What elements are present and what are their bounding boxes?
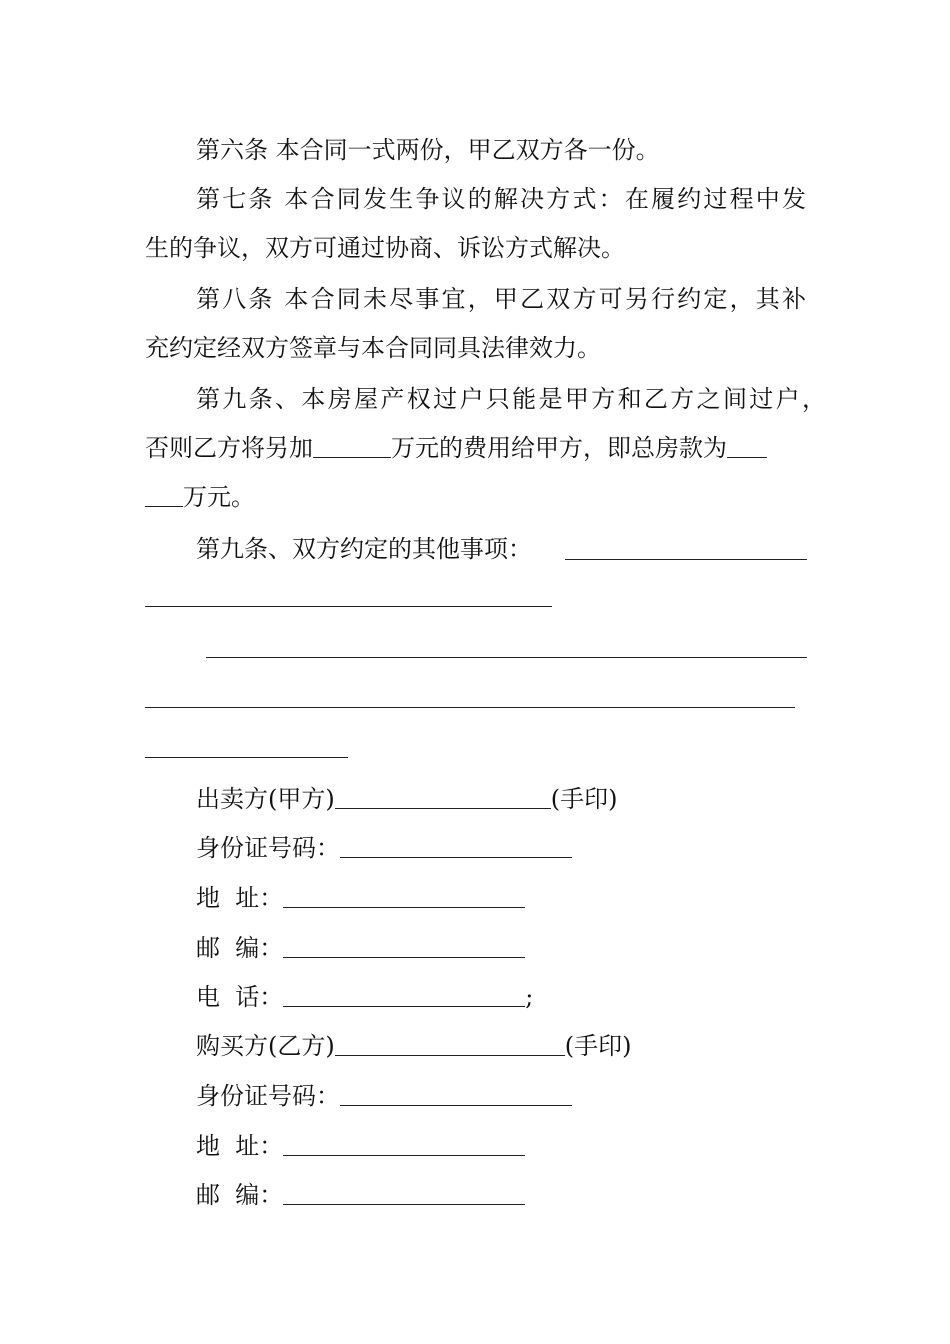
seller-phone-line bbox=[196, 981, 861, 1013]
seller-line bbox=[196, 783, 861, 815]
seller-fingerprint: (手印) bbox=[550, 785, 618, 813]
seller-postcode-blank[interactable] bbox=[283, 933, 525, 958]
seller-id-label: 身份证号码： bbox=[196, 834, 340, 862]
buyer-line bbox=[196, 1030, 861, 1062]
buyer-fingerprint: (手印) bbox=[564, 1032, 632, 1060]
seller-postcode-line bbox=[196, 932, 861, 964]
buyer-title: 购买方(乙方) bbox=[196, 1032, 335, 1060]
buyer-address-label: 地 址： bbox=[196, 1132, 284, 1160]
other-matters-label: 第九条、双方约定的其他事项： bbox=[196, 535, 532, 563]
article-9-transfer-line-2 bbox=[145, 432, 810, 464]
extra-fee-blank[interactable] bbox=[313, 433, 391, 458]
seller-id-line bbox=[196, 832, 861, 864]
other-matters-rule-3[interactable] bbox=[206, 657, 807, 658]
article-9-transfer-line-1: 第九条、本房屋产权过户只能是甲方和乙方之间过户， bbox=[196, 385, 826, 413]
buyer-id-label: 身份证号码： bbox=[196, 1082, 340, 1110]
total-price-blank-start[interactable] bbox=[727, 433, 767, 458]
seller-id-blank[interactable] bbox=[340, 833, 572, 858]
article-7-line-2: 生的争议，双方可通过协商、诉讼方式解决。 bbox=[145, 234, 625, 262]
seller-address-line bbox=[196, 882, 861, 914]
article-9-other-matters bbox=[196, 533, 861, 565]
article-9-middle: 万元的费用给甲方，即总房款为 bbox=[391, 434, 727, 462]
article-9-prefix: 否则乙方将另加 bbox=[145, 434, 313, 462]
article-8-line-1: 第八条 本合同未尽事宜，甲乙双方可另行约定，其补 bbox=[196, 285, 806, 313]
buyer-postcode-blank[interactable] bbox=[283, 1180, 525, 1205]
seller-phone-end: ; bbox=[525, 983, 534, 1011]
article-8-line-2: 充约定经双方签章与本合同同具法律效力。 bbox=[145, 334, 601, 362]
seller-phone-label: 电 话： bbox=[196, 983, 284, 1011]
buyer-postcode-line bbox=[196, 1179, 861, 1211]
article-9-suffix: 万元。 bbox=[183, 483, 255, 511]
other-matters-rule-1[interactable] bbox=[565, 559, 807, 560]
buyer-id-blank[interactable] bbox=[340, 1081, 572, 1106]
seller-name-blank[interactable] bbox=[335, 784, 551, 809]
buyer-name-blank[interactable] bbox=[335, 1031, 565, 1056]
seller-title: 出卖方(甲方) bbox=[196, 785, 335, 813]
buyer-address-blank[interactable] bbox=[283, 1131, 525, 1156]
article-6: 第六条 本合同一式两份，甲乙双方各一份。 bbox=[196, 136, 660, 164]
seller-postcode-label: 邮 编： bbox=[196, 934, 284, 962]
other-matters-rule-4[interactable] bbox=[145, 707, 795, 708]
total-price-blank-end[interactable] bbox=[145, 482, 183, 507]
seller-address-label: 地 址： bbox=[196, 884, 284, 912]
seller-address-blank[interactable] bbox=[283, 883, 525, 908]
other-matters-rule-2[interactable] bbox=[145, 606, 552, 607]
buyer-id-line bbox=[196, 1080, 861, 1112]
article-9-transfer-line-3 bbox=[145, 481, 810, 513]
article-7-line-1: 第七条 本合同发生争议的解决方式：在履约过程中发 bbox=[196, 185, 806, 213]
buyer-postcode-label: 邮 编： bbox=[196, 1181, 284, 1209]
buyer-address-line bbox=[196, 1130, 861, 1162]
other-matters-rule-5[interactable] bbox=[145, 757, 348, 758]
seller-phone-blank[interactable] bbox=[283, 982, 525, 1007]
